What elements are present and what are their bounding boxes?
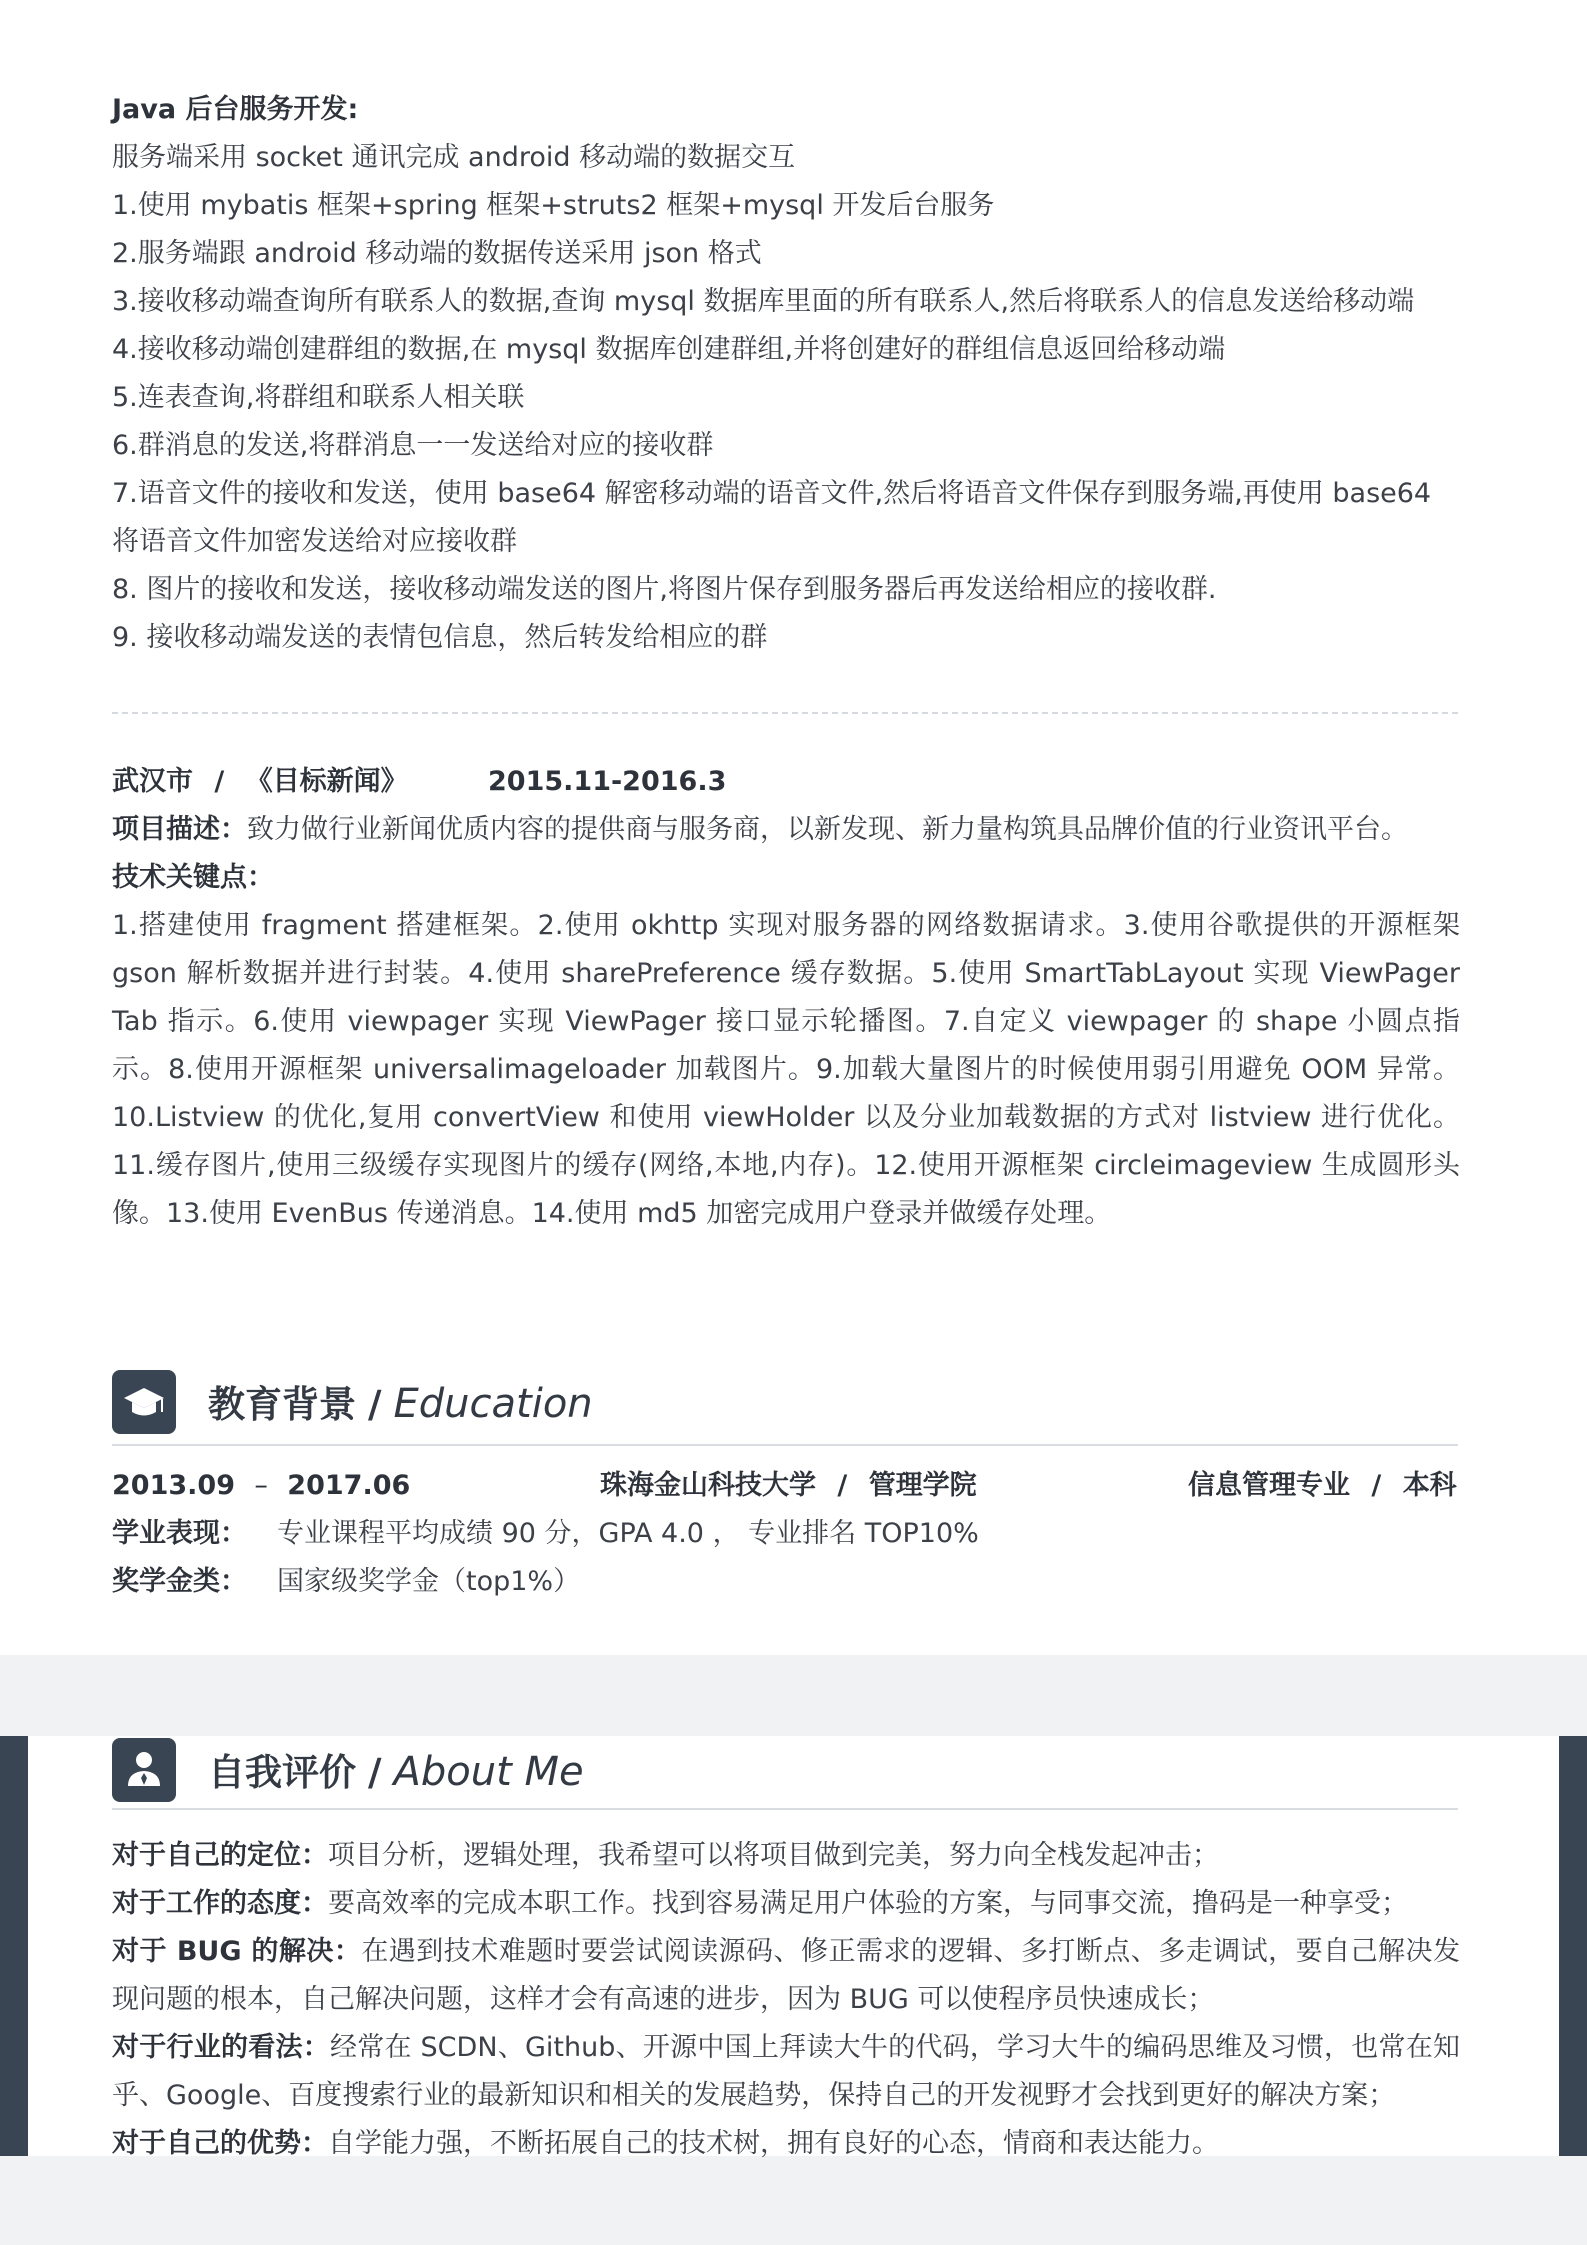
left-accent-bar <box>0 1736 28 2156</box>
about-item-text: 经常在 SCDN、Github、开源中国上拜读大牛的代码，学习大牛的编码思维及习惯，也常在知乎、Google、百度搜索行业的最新知识和相关的发展趋势，保持自己的开发视野才会找到更好的解决方案； <box>112 2032 1460 2111</box>
education-section-title: 教育背景 / Education <box>208 1381 593 1427</box>
about-rule <box>112 1808 1458 1810</box>
project-desc-text: 致力做行业新闻优质内容的提供商与服务商，以新发现、新力量构筑具品牌价值的行业资讯平台。 <box>247 814 1408 845</box>
about-title-en: About Me <box>393 1749 584 1795</box>
project-tech-label: 技术关键点： <box>112 862 274 893</box>
education-award-value: 国家级奖学金（top1%） <box>277 1566 581 1597</box>
about-section-title: 自我评价 / About Me <box>208 1749 584 1795</box>
backend-line: 将语音文件加密发送给对应接收群 <box>112 526 517 557</box>
project-description <box>112 806 1408 854</box>
project-header: 武汉市 / 《目标新闻》 <box>112 766 408 797</box>
project-name: 《目标新闻》 <box>245 766 408 797</box>
backend-line: 1.使用 mybatis 框架+spring 框架+struts2 框架+mysql 开发后台服务 <box>112 190 995 221</box>
education-major-name: 信息管理专业 <box>1188 1470 1350 1501</box>
dashed-divider <box>112 712 1458 714</box>
backend-line: 5.连表查询,将群组和联系人相关联 <box>112 382 525 413</box>
education-performance <box>112 1510 979 1558</box>
about-item-text: 自学能力强，不断拓展自己的技术树，拥有良好的心态，情商和表达能力。 <box>328 2128 1219 2159</box>
education-end: 2017.06 <box>287 1470 411 1501</box>
backend-line: 6.群消息的发送,将群消息一一发送给对应的接收群 <box>112 430 714 461</box>
about-item-text: 在遇到技术难题时要尝试阅读源码、修正需求的逻辑、多打断点、多走调试，要自己解决发现问题的根本，自己解决问题，这样才会有高速的进步，因为 BUG 可以使程序员快速成长； <box>112 1936 1461 2015</box>
education-perf-label: 学业表现： <box>112 1518 247 1549</box>
about-item-label: 对于 BUG 的解决： <box>112 1936 362 1967</box>
education-title-cn: 教育背景 <box>208 1383 356 1426</box>
about-title-cn: 自我评价 <box>208 1751 356 1794</box>
about-item <box>112 1928 1460 2024</box>
about-item-text: 项目分析，逻辑处理，我希望可以将项目做到完美，努力向全栈发起冲击； <box>328 1840 1219 1871</box>
education-start: 2013.09 <box>112 1470 235 1501</box>
backend-line: 8. 图片的接收和发送，接收移动端发送的图片,将图片保存到服务器后再发送给相应的接收群. <box>112 574 1217 605</box>
about-item-label: 对于工作的态度： <box>112 1888 328 1919</box>
project-tech-text: 1.搭建使用 fragment 搭建框架。2.使用 okhttp 实现对服务器的网络数据请求。3.使用谷歌提供的开源框架 gson 解析数据并进行封装。4.使用 sharePreference 缓存数据。5.使用 SmartTabLayout 实现 ViewPager Tab 指示。6.使用 viewpager 实现 ViewPager 接口显示轮播图。7.自定义 viewpager 的 shape 小圆点指示。8.使用开源框架 universalimageloader 加载图片。9.加载大量图片的时候使用弱引用避免 OOM 异常。10.Listview 的优化,复用 convertView 和使用 viewHolder 以及分业加载数据的方式对 listview 进行优化。11.缓存图片,使用三级缓存实现图片的缓存(网络,本地,内存)。12.使用开源框架 circleimageview 生成圆形头像。13.使用 EvenBus 传递消息。14.使用 md5 加密完成用户登录并做缓存处理。 <box>112 910 1460 1229</box>
education-title-en: Education <box>393 1381 593 1427</box>
backend-line: 服务端采用 socket 通讯完成 android 移动端的数据交互 <box>112 142 796 173</box>
person-tie-icon <box>112 1738 176 1802</box>
backend-line: 2.服务端跟 android 移动端的数据传送采用 json 格式 <box>112 238 762 269</box>
about-item-label: 对于自己的优势： <box>112 2128 328 2159</box>
education-college: 管理学院 <box>868 1470 977 1501</box>
backend-line: 3.接收移动端查询所有联系人的数据,查询 mysql 数据库里面的所有联系人,然后将联系人的信息发送给移动端 <box>112 286 1415 317</box>
about-item <box>112 2024 1460 2120</box>
about-item <box>112 2120 1460 2168</box>
graduation-cap-icon <box>112 1370 176 1434</box>
backend-title: Java 后台服务开发: <box>112 94 359 125</box>
about-item <box>112 1832 1460 1880</box>
education-award-label: 奖学金类： <box>112 1566 247 1597</box>
right-accent-bar <box>1559 1736 1587 2156</box>
project-period: 2015.11-2016.3 <box>488 766 727 797</box>
about-item <box>112 1880 1460 1928</box>
about-item-label: 对于行业的看法： <box>112 2032 330 2063</box>
education-school-name: 珠海金山科技大学 <box>600 1470 816 1501</box>
education-award <box>112 1558 580 1606</box>
backend-line: 9. 接收移动端发送的表情包信息，然后转发给相应的群 <box>112 622 768 653</box>
backend-line: 4.接收移动端创建群组的数据,在 mysql 数据库创建群组,并将创建好的群组信息返回给移动端 <box>112 334 1226 365</box>
education-period <box>112 1462 410 1510</box>
backend-line: 7.语音文件的接收和发送，使用 base64 解密移动端的语音文件,然后将语音文件保存到服务端,再使用 base64 <box>112 478 1432 509</box>
education-degree: 本科 <box>1402 1470 1457 1501</box>
education-dash: – <box>254 1470 268 1501</box>
about-item-label: 对于自己的定位： <box>112 1840 328 1871</box>
education-rule <box>112 1444 1458 1446</box>
education-school: 珠海金山科技大学 / 管理学院 <box>600 1470 977 1501</box>
about-item-text: 要高效率的完成本职工作。找到容易满足用户体验的方案，与同事交流，撸码是一种享受； <box>328 1888 1408 1919</box>
project-desc-label: 项目描述： <box>112 814 247 845</box>
education-major: 信息管理专业 / 本科 <box>1188 1470 1457 1501</box>
project-city: 武汉市 <box>112 766 193 797</box>
education-perf-value: 专业课程平均成绩 90 分，GPA 4.0 ， 专业排名 TOP10% <box>277 1518 979 1549</box>
about-list <box>112 1832 1460 2168</box>
